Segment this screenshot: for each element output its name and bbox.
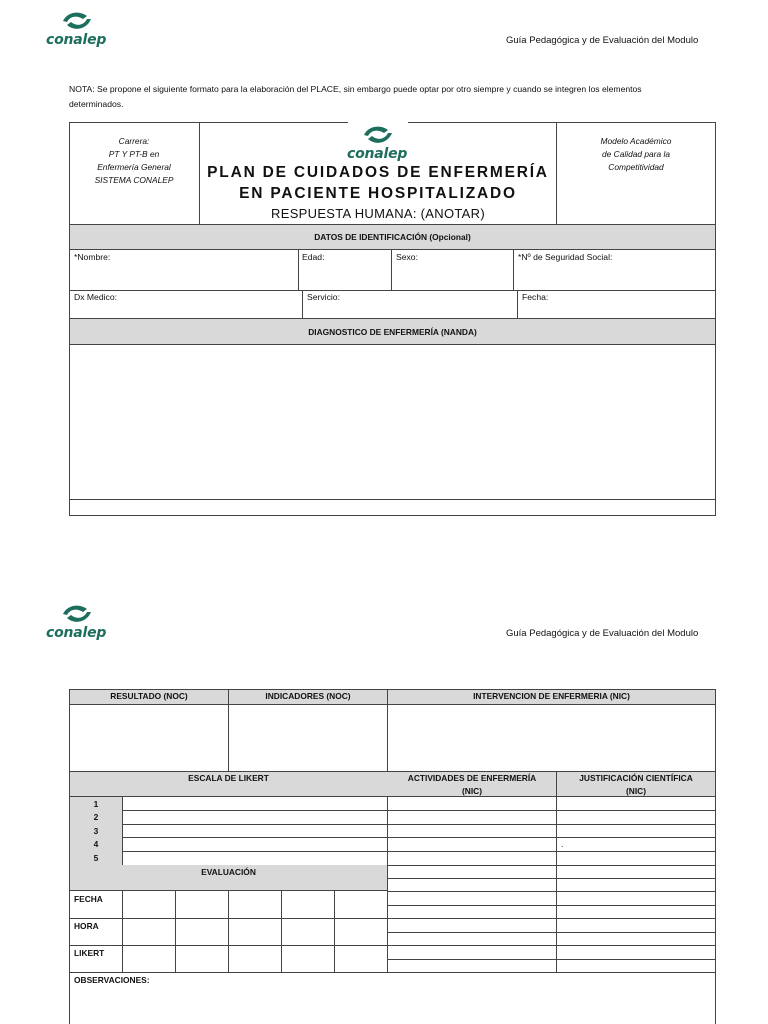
conalep-logo-top — [46, 10, 116, 50]
dx-medico-field[interactable]: Dx Medico: — [74, 292, 117, 302]
form-title-line-2: EN PACIENTE HOSPITALIZADO — [239, 185, 517, 202]
justificacion-header-l2: (NIC) — [625, 786, 646, 796]
conalep-logo-icon — [59, 10, 95, 32]
indicadores-noc-header: INDICADORES (NOC) — [265, 691, 351, 701]
likert-1: 1 — [93, 799, 99, 809]
intervencion-nic-header: INTERVENCION DE ENFERMERIA (NIC) — [473, 691, 630, 701]
header-guide-text: Guía Pedagógica y de Evaluación del Modulo — [506, 35, 699, 46]
datos-identificacion-header: DATOS DE IDENTIFICACIÓN (Opcional) — [314, 232, 471, 242]
hora-row-label: HORA — [74, 921, 99, 931]
likert-3: 3 — [93, 826, 99, 836]
likert-5: 5 — [93, 853, 99, 863]
likert-row-label: LIKERT — [74, 948, 105, 958]
actividades-header-l1: ACTIVIDADES DE ENFERMERÍA — [407, 773, 537, 783]
header-guide-text-page2: Guía Pedagógica y de Evaluación del Modulo — [506, 628, 699, 639]
noc-nic-form-box — [69, 689, 716, 1024]
modelo-line-1: Modelo Académico — [600, 136, 672, 146]
actividades-header-l2: (NIC) — [461, 786, 482, 796]
modelo-line-3: Competitividad — [608, 162, 664, 172]
sexo-field[interactable]: Sexo: — [396, 252, 418, 262]
fecha-row-label: FECHA — [74, 894, 103, 904]
edad-field[interactable]: Edad: — [302, 252, 325, 262]
modelo-line-2: de Calidad para la — [602, 149, 670, 159]
carrera-line-2: PT Y PT-B en — [108, 149, 160, 159]
diagnostico-header: DIAGNOSTICO DE ENFERMERÍA (NANDA) — [308, 327, 477, 337]
conalep-logo-icon — [59, 603, 95, 625]
nota-text: NOTA: Se propone el siguiente formato para la elaboración del PLACE, sin embargo puede optar por otro siempre y cuando se integren los elementos determinados. — [69, 84, 642, 109]
likert-2: 2 — [93, 812, 99, 822]
servicio-field[interactable]: Servicio: — [307, 292, 340, 302]
likert-4: 4 — [93, 839, 99, 849]
carrera-line-1: Carrera: — [118, 136, 150, 146]
justificacion-header-l1: JUSTIFICACIÓN CIENTÍFICA — [579, 773, 693, 783]
conalep-logo-page2 — [46, 603, 116, 643]
resultado-noc-header: RESULTADO (NOC) — [110, 691, 188, 701]
conalep-logo-form — [347, 124, 417, 164]
nss-field[interactable]: *Nº de Seguridad Social: — [518, 252, 613, 262]
conalep-wordmark: conalep — [46, 625, 107, 641]
diagnostico-area[interactable] — [70, 346, 715, 499]
conalep-wordmark: conalep — [46, 32, 107, 48]
conalep-wordmark: conalep — [347, 146, 408, 162]
carrera-line-3: Enfermería General — [97, 162, 171, 172]
escala-likert-header: ESCALA DE LIKERT — [188, 773, 269, 783]
respuesta-humana: RESPUESTA HUMANA: (ANOTAR) — [271, 206, 485, 221]
stray-dot: . — [561, 839, 564, 849]
nombre-field[interactable]: *Nombre: — [74, 252, 111, 262]
evaluacion-header: EVALUACIÓN — [201, 867, 256, 877]
carrera-line-4: SISTEMA CONALEP — [94, 175, 174, 185]
conalep-logo-icon — [360, 124, 396, 146]
form-title-line-1: PLAN DE CUIDADOS DE ENFERMERÍA — [207, 164, 549, 181]
fecha-field[interactable]: Fecha: — [522, 292, 549, 302]
observaciones-label: OBSERVACIONES: — [74, 975, 150, 985]
